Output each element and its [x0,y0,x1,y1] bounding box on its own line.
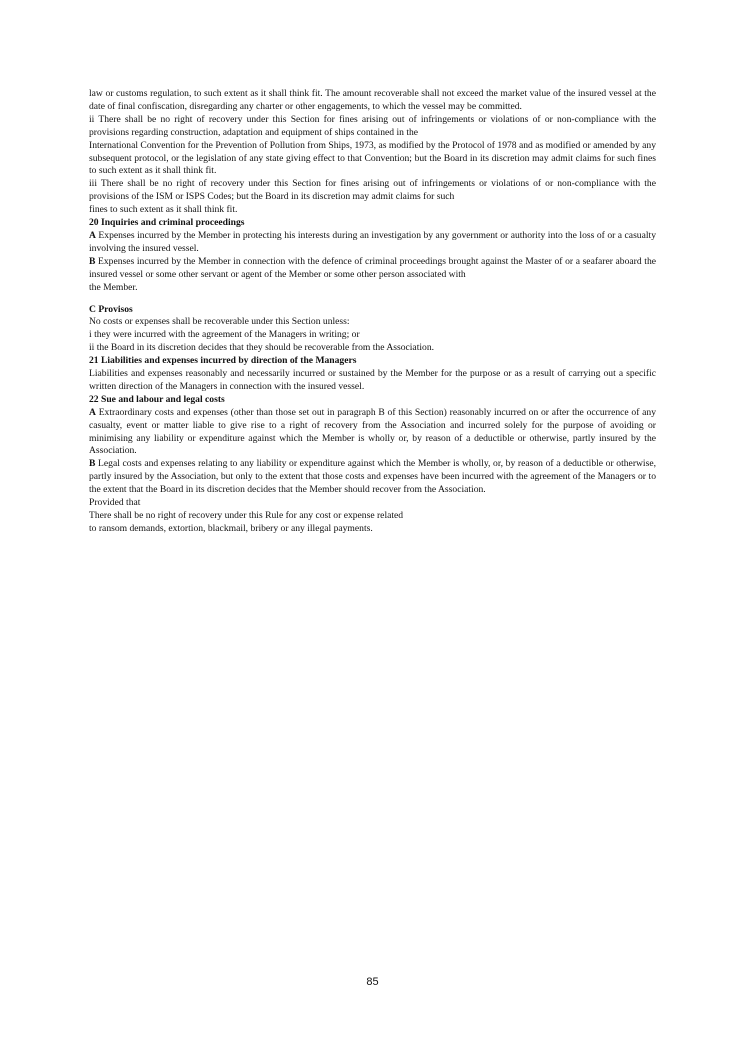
paragraph-20b-continued: the Member. [89,281,138,293]
paragraph-marpol-convention: International Convention for the Prevention of Pollution from Ships, 1973, as modified by the Protocol of 1978 and as modified or amended by any subsequent protocol, or the legislation of any state giving effect to that Convention; but the Board in its discretion may admit claims for such fines to such extent as it shall think fit. [89,139,656,177]
paragraph-21: Liabilities and expenses reasonably and necessarily incurred or sustained by the Member for the purpose or as a result of carrying out a specific written direction of the Managers in connection with the insured vessel. [89,368,656,392]
paragraph-provided-that: Provided that [89,497,141,509]
label-20a: A [89,229,96,241]
heading-section-21: 21 Liabilities and expenses incurred by direction of the Managers [89,355,357,367]
text-22b: Legal costs and expenses relating to any liability or expenditure against which the Member is wholly, or, by reason of a deductible or otherwise, partly insured by the Association, but only to the extent that those costs and expenses have been incurred with the agreement of the Managers or to the extent that the Board in its discretion decides that the Member should recover from the Association. [89,458,656,496]
text-20a: Expenses incurred by the Member in protecting his interests during an investigation by any government or authority into the loss of or a casualty involving the insured vessel. [89,229,656,254]
heading-provisos: C Provisos [89,303,133,315]
label-20b: B [89,255,96,267]
label-22a: A [89,406,96,418]
paragraph-proviso-i: i they were incurred with the agreement of the Managers in writing; or [89,329,360,341]
spacer [89,295,656,304]
heading-section-22: 22 Sue and labour and legal costs [89,393,225,405]
paragraph-provisos-intro: No costs or expenses shall be recoverable under this Section unless: [89,316,350,328]
paragraph-ransom-proviso-2: to ransom demands, extortion, blackmail, bribery or any illegal payments. [89,522,373,534]
paragraph-proviso-ii: ii the Board in its discretion decides that they should be recoverable from the Association. [89,342,435,354]
paragraph-20b [89,256,656,282]
document-body [89,88,656,536]
paragraph-20a [89,230,656,256]
paragraph-fines-construction: ii There shall be no right of recovery under this Section for fines arising out of infringements or violations of or non-compliance with the provisions regarding construction, adaptation and equipment of ships contained in the [89,113,656,138]
page-number: 85 [366,976,379,988]
heading-section-20: 20 Inquiries and criminal proceedings [89,217,245,229]
paragraph-fines-ism-isps-continued: fines to such extent as it shall think fit. [89,204,238,216]
paragraph-22a [89,407,656,459]
paragraph-ransom-proviso-1: There shall be no right of recovery under this Rule for any cost or expense related [89,510,404,521]
text-22a: Extraordinary costs and expenses (other than those set out in paragraph B of this Section) reasonably incurred on or after the occurrence of any casualty, event or matter liable to give rise to a right of recovery from the Association and incurred solely for the purpose of avoiding or minimising any liability or expenditure against which the Member is wholly or, by reason of a deductible or otherwise, partly insured by the Association. [89,406,656,457]
text-20b: Expenses incurred by the Member in connection with the defence of criminal proceedings brought against the Master of or a seafarer aboard the insured vessel or some other servant or agent of the Member or some other person associated with [89,255,656,280]
label-22b: B [89,458,96,470]
paragraph-fines-ism-isps: iii There shall be no right of recovery under this Section for fines arising out of infringements or violations of or non-compliance with the provisions of the ISM or ISPS Codes; but the Board in its discretion may admit claims for such [89,178,656,203]
paragraph-confiscation-continued: law or customs regulation, to such extent as it shall think fit. The amount recoverable shall not exceed the market value of the insured vessel at the date of final confiscation, disregarding any charter or other engagements, to which the vessel may be committed. [89,88,656,112]
paragraph-22b [89,458,656,497]
